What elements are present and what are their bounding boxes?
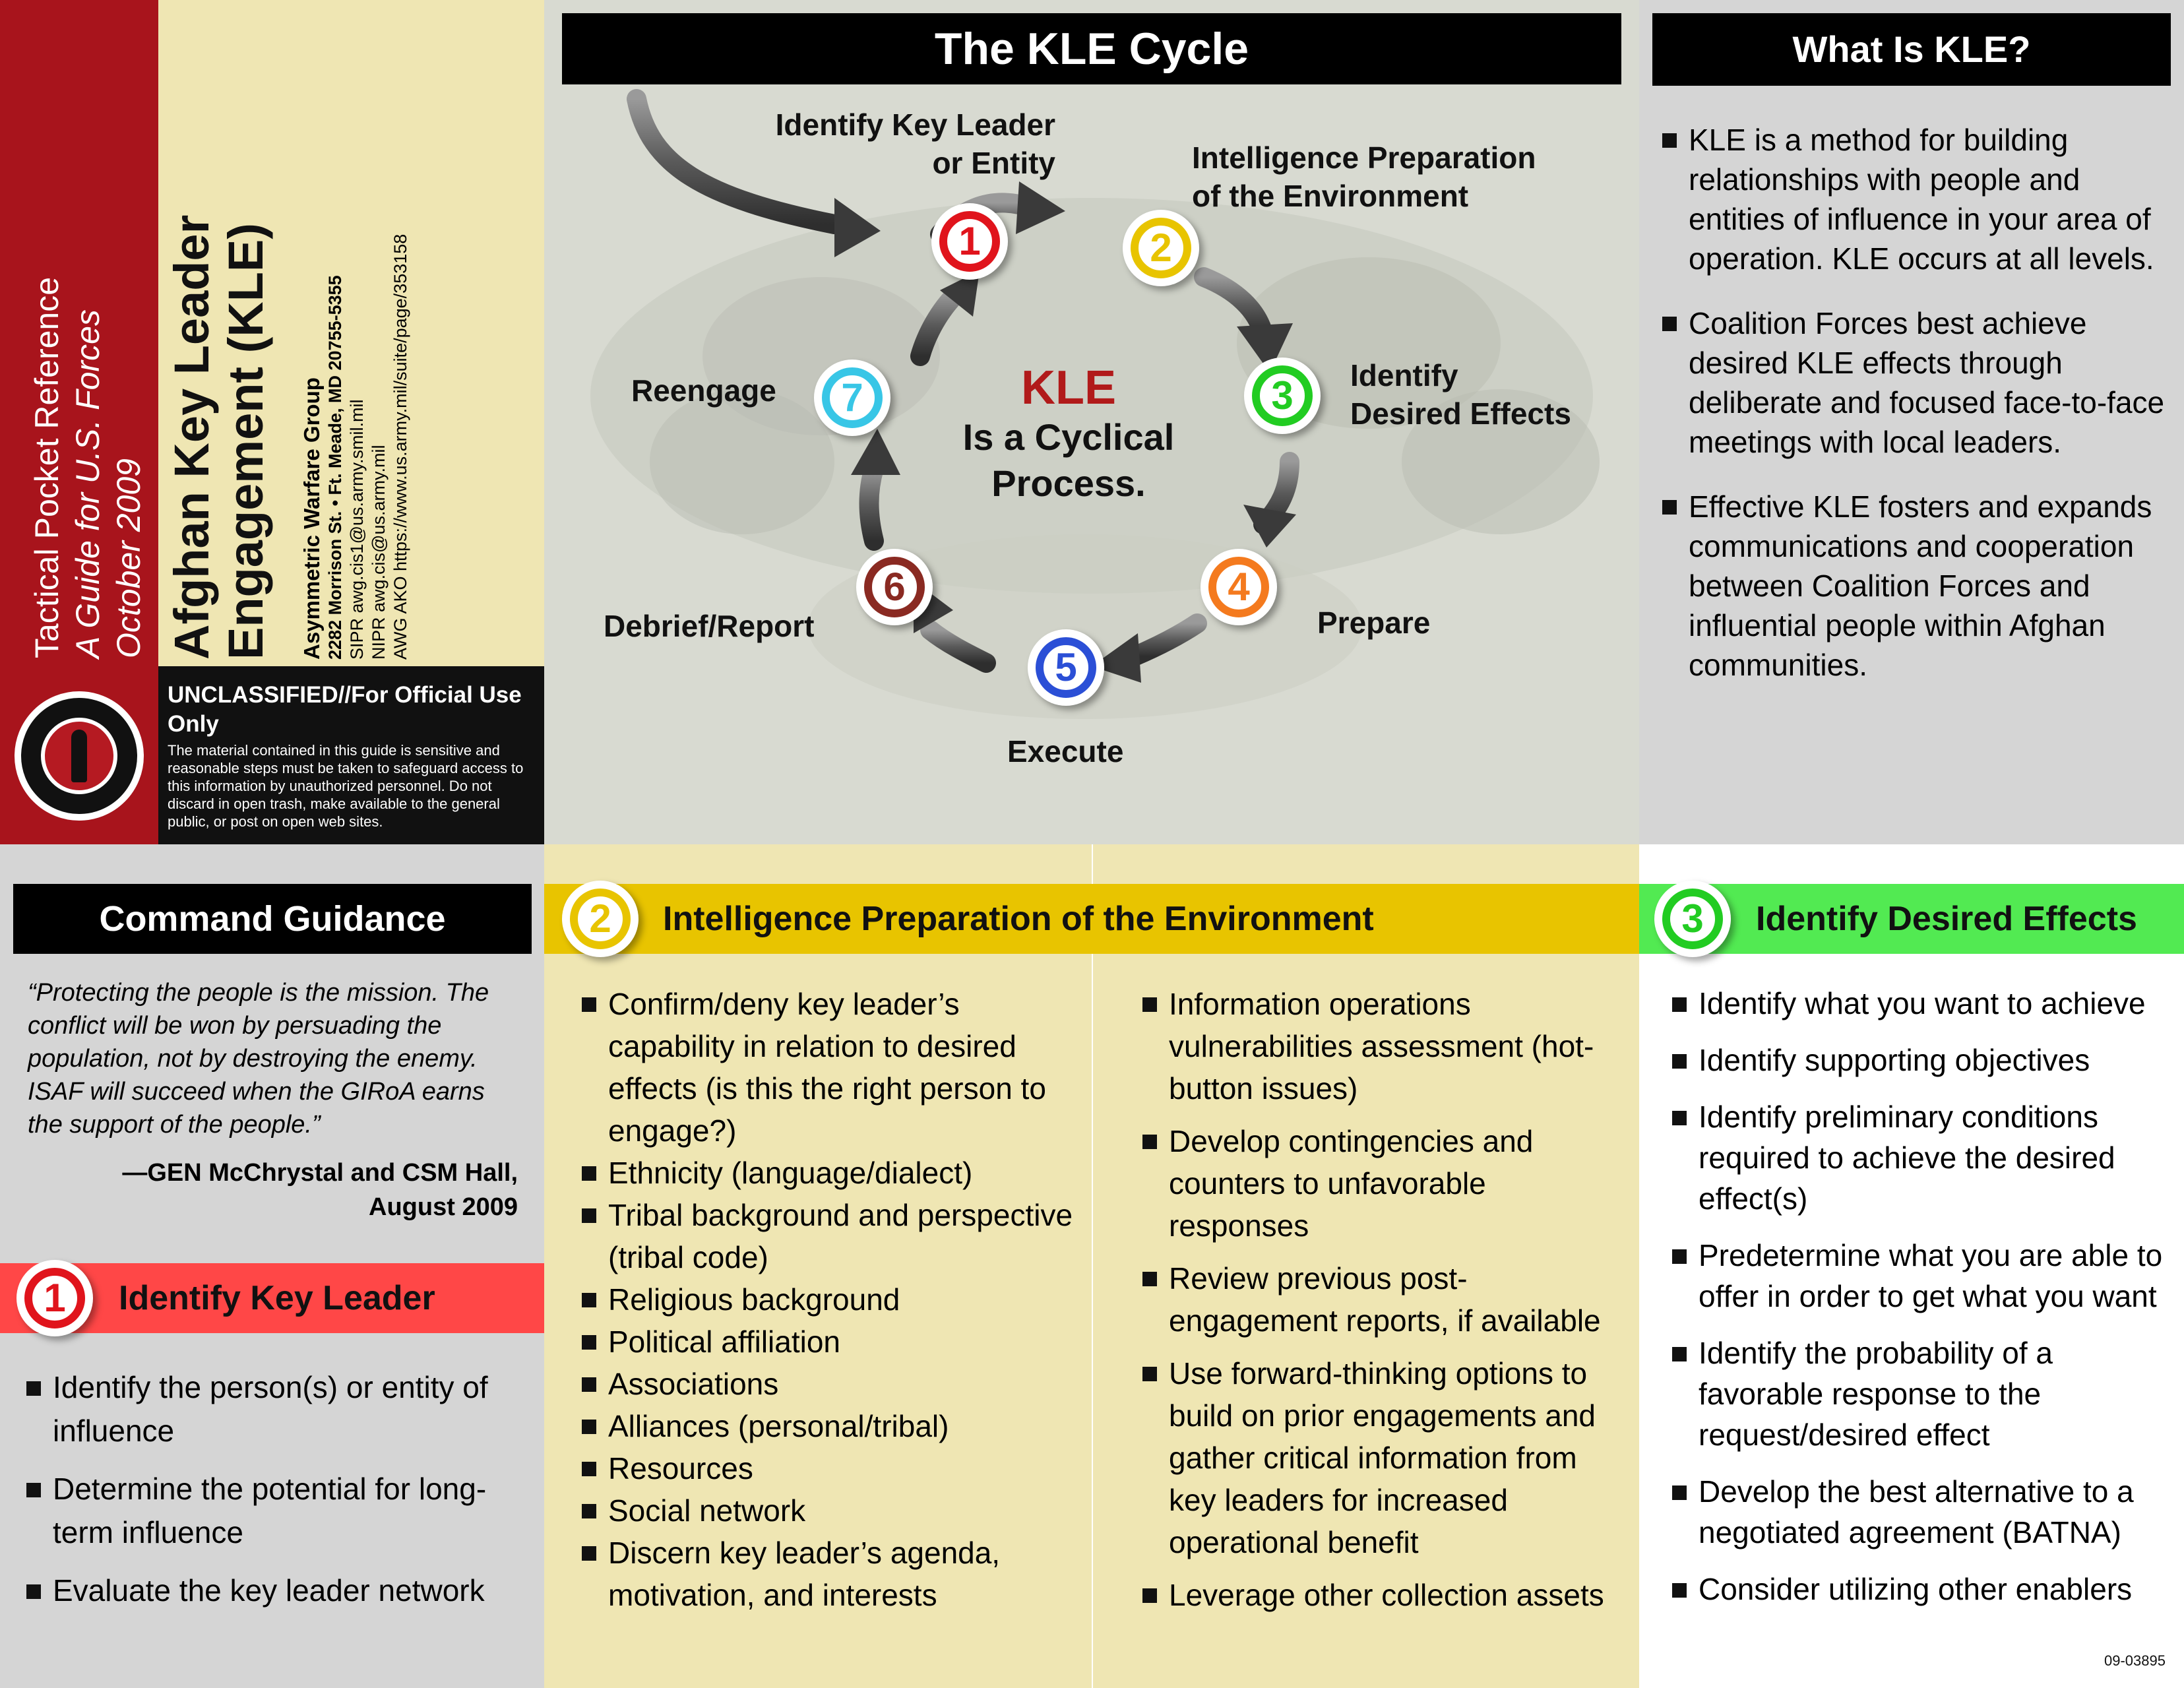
section-3-item: Identify the probability of a favorable response to the request/desired effect	[1672, 1332, 2173, 1455]
classification-label: UNCLASSIFIED//For Official Use Only	[168, 682, 522, 737]
cycle-step-3-badge	[1244, 358, 1321, 434]
ako-contact: AWG AKO https://www.us.army.mil/suite/page/353158	[390, 234, 410, 660]
section-2-column-divider	[1092, 844, 1093, 1688]
what-is-kle-item: KLE is a method for building relationships with people and entities of influence in your area of operation. KLE occurs at all levels.	[1662, 120, 2170, 278]
section-1-item: Evaluate the key leader network	[26, 1569, 528, 1612]
cycle-step-2-line2: of the Environment	[1192, 179, 1469, 213]
what-is-kle-item: Effective KLE fosters and expands communications and cooperation between Coalition Forces and influential people within Afghan communities.	[1662, 487, 2170, 685]
cycle-step-3-number: 3	[1252, 365, 1313, 426]
section-1-list	[26, 1365, 528, 1627]
section-2-list-col1	[582, 983, 1083, 1616]
cycle-step-5-label: Execute	[1007, 734, 1124, 768]
cycle-center-text	[937, 361, 1201, 507]
cycle-step-6-label: Debrief/Report	[604, 609, 815, 643]
cover-title-vertical	[158, 0, 544, 666]
cycle-step-2-badge	[1123, 210, 1199, 286]
cycle-step-6-number: 6	[864, 557, 925, 617]
section-2-item: Discern key leader’s agenda, motivation, and interests	[582, 1532, 1083, 1616]
section-2-title: Intelligence Preparation of the Environment	[663, 900, 1374, 938]
section-2-item: Ethnicity (language/dialect)	[582, 1152, 1083, 1194]
section-2-list-col2	[1142, 983, 1624, 1627]
section-1-badge	[16, 1260, 93, 1336]
section-2-item: Political affiliation	[582, 1321, 1083, 1363]
section-3-badge	[1654, 881, 1731, 957]
subtitle: A Guide for U.S. Forces	[69, 309, 106, 658]
section-3-item: Identify what you want to achieve	[1672, 983, 2173, 1024]
section-2-item: Information operations vulnerabilities assessment (hot-button issues)	[1142, 983, 1624, 1110]
section-1-title: Identify Key Leader	[119, 1279, 435, 1317]
section-2-item: Social network	[582, 1489, 1083, 1532]
cycle-step-1-badge	[931, 203, 1008, 280]
cycle-step-5-number: 5	[1036, 637, 1096, 698]
cycle-step-6-badge	[856, 549, 933, 625]
quote-attribution-line1: —GEN McChrystal and CSM Hall,	[122, 1159, 518, 1187]
cycle-step-4-badge	[1201, 549, 1277, 625]
what-is-kle-title: What Is KLE?	[1652, 13, 2171, 86]
section-3-item: Identify supporting objectives	[1672, 1040, 2173, 1080]
command-guidance-title: Command Guidance	[13, 884, 532, 954]
cycle-step-7-label: Reengage	[631, 373, 776, 408]
cycle-step-2-line1: Intelligence Preparation	[1192, 141, 1536, 175]
quote-attribution	[106, 1156, 518, 1224]
cycle-step-1-number: 1	[939, 211, 1000, 272]
section-2-item: Develop contingencies and counters to unfavorable responses	[1142, 1120, 1624, 1247]
section-2-item: Use forward-thinking options to build on prior engagements and gather critical information from key leaders for increased operational benefit	[1142, 1352, 1624, 1563]
kle-subtitle-line2: Process.	[991, 462, 1146, 504]
section-2-item: Alliances (personal/tribal)	[582, 1405, 1083, 1447]
cycle-step-1-label	[732, 106, 1055, 182]
section-3-item: Develop the best alternative to a negotiated agreement (BATNA)	[1672, 1471, 2173, 1553]
quote-attribution-line2: August 2009	[369, 1193, 518, 1221]
cover-title-panel	[158, 0, 544, 666]
series-label: Tactical Pocket Reference	[28, 276, 65, 658]
document-number: 09-03895	[2104, 1652, 2166, 1669]
cycle-step-4-number: 4	[1208, 557, 1269, 617]
section-3-item: Predetermine what you are able to offer in order to get what you want	[1672, 1235, 2173, 1317]
section-1-item: Determine the potential for long-term influence	[26, 1467, 528, 1554]
cycle-step-7-badge	[814, 359, 890, 436]
handling-notice: The material contained in this guide is sensitive and reasonable steps must be taken to safeguard access to this information by unauthorized personnel. Do not discard in open trash, make available to the general public, or post on open web sites.	[168, 742, 524, 830]
section-2-item: Confirm/deny key leader’s capability in relation to desired effects (is this the right person to engage?)	[582, 983, 1083, 1152]
cycle-step-1-line2: or Entity	[932, 146, 1055, 180]
cycle-step-7-number: 7	[822, 367, 883, 428]
command-quote: “Protecting the people is the mission. The conflict will be won by persuading the population, not by destroying the enemy. ISAF will succeed when the GIRoA earns the support of the people.”	[28, 979, 489, 1139]
section-3-list	[1672, 983, 2173, 1625]
section-3-item: Identify preliminary conditions required to achieve the desired effect(s)	[1672, 1096, 2173, 1219]
section-2-item: Leverage other collection assets	[1142, 1574, 1624, 1616]
cycle-step-3-line2: Desired Effects	[1350, 396, 1571, 431]
cycle-title: The KLE Cycle	[562, 13, 1621, 84]
section-3-title: Identify Desired Effects	[1756, 900, 2137, 938]
classification-panel	[158, 666, 544, 844]
section-2-badge	[562, 881, 639, 957]
what-is-kle-item: Coalition Forces best achieve desired KLE effects through deliberate and focused face-to-face meetings with local leaders.	[1662, 303, 2170, 462]
cycle-step-4-label: Prepare	[1317, 606, 1431, 640]
section-1-number: 1	[24, 1268, 85, 1329]
date: October 2009	[110, 458, 147, 658]
section-2-number: 2	[570, 889, 631, 949]
cover-red-panel	[0, 0, 158, 666]
section-2-item: Tribal background and perspective (tribal code)	[582, 1194, 1083, 1278]
cycle-step-1-line1: Identify Key Leader	[775, 108, 1055, 142]
title-line-2: Engagement (KLE)	[218, 223, 273, 660]
section-3-number: 3	[1662, 889, 1723, 949]
cycle-step-5-badge	[1028, 629, 1104, 706]
nipr-contact: NIPR awg.cis@us.army.mil	[369, 445, 389, 660]
what-is-kle-list	[1662, 120, 2170, 710]
section-2-item: Resources	[582, 1447, 1083, 1489]
section-1-item: Identify the person(s) or entity of influence	[26, 1365, 528, 1453]
sipr-contact: SIPR awg.cis1@us.army.smil.mil	[347, 399, 367, 660]
awg-logo-mark	[71, 730, 87, 782]
cycle-step-3-line1: Identify	[1350, 358, 1458, 392]
kle-subtitle	[937, 414, 1201, 507]
section-3-item: Consider utilizing other enablers	[1672, 1569, 2173, 1610]
cover-vertical-text	[0, 0, 158, 666]
org-name: Asymmetric Warfare Group	[299, 377, 324, 660]
cycle-step-2-number: 2	[1131, 218, 1191, 278]
cycle-step-2-label	[1192, 139, 1536, 215]
cycle-step-3-label	[1350, 356, 1571, 433]
title-line-1: Afghan Key Leader	[164, 214, 219, 660]
section-2-item: Associations	[582, 1363, 1083, 1405]
section-2-item: Review previous post-engagement reports, if available	[1142, 1257, 1624, 1342]
org-address: 2282 Morrison St. • Ft. Meade, MD 20755-5355	[325, 275, 345, 660]
kle-subtitle-line1: Is a Cyclical	[962, 416, 1175, 458]
section-2-item: Religious background	[582, 1278, 1083, 1321]
kle-word: KLE	[1021, 361, 1116, 414]
